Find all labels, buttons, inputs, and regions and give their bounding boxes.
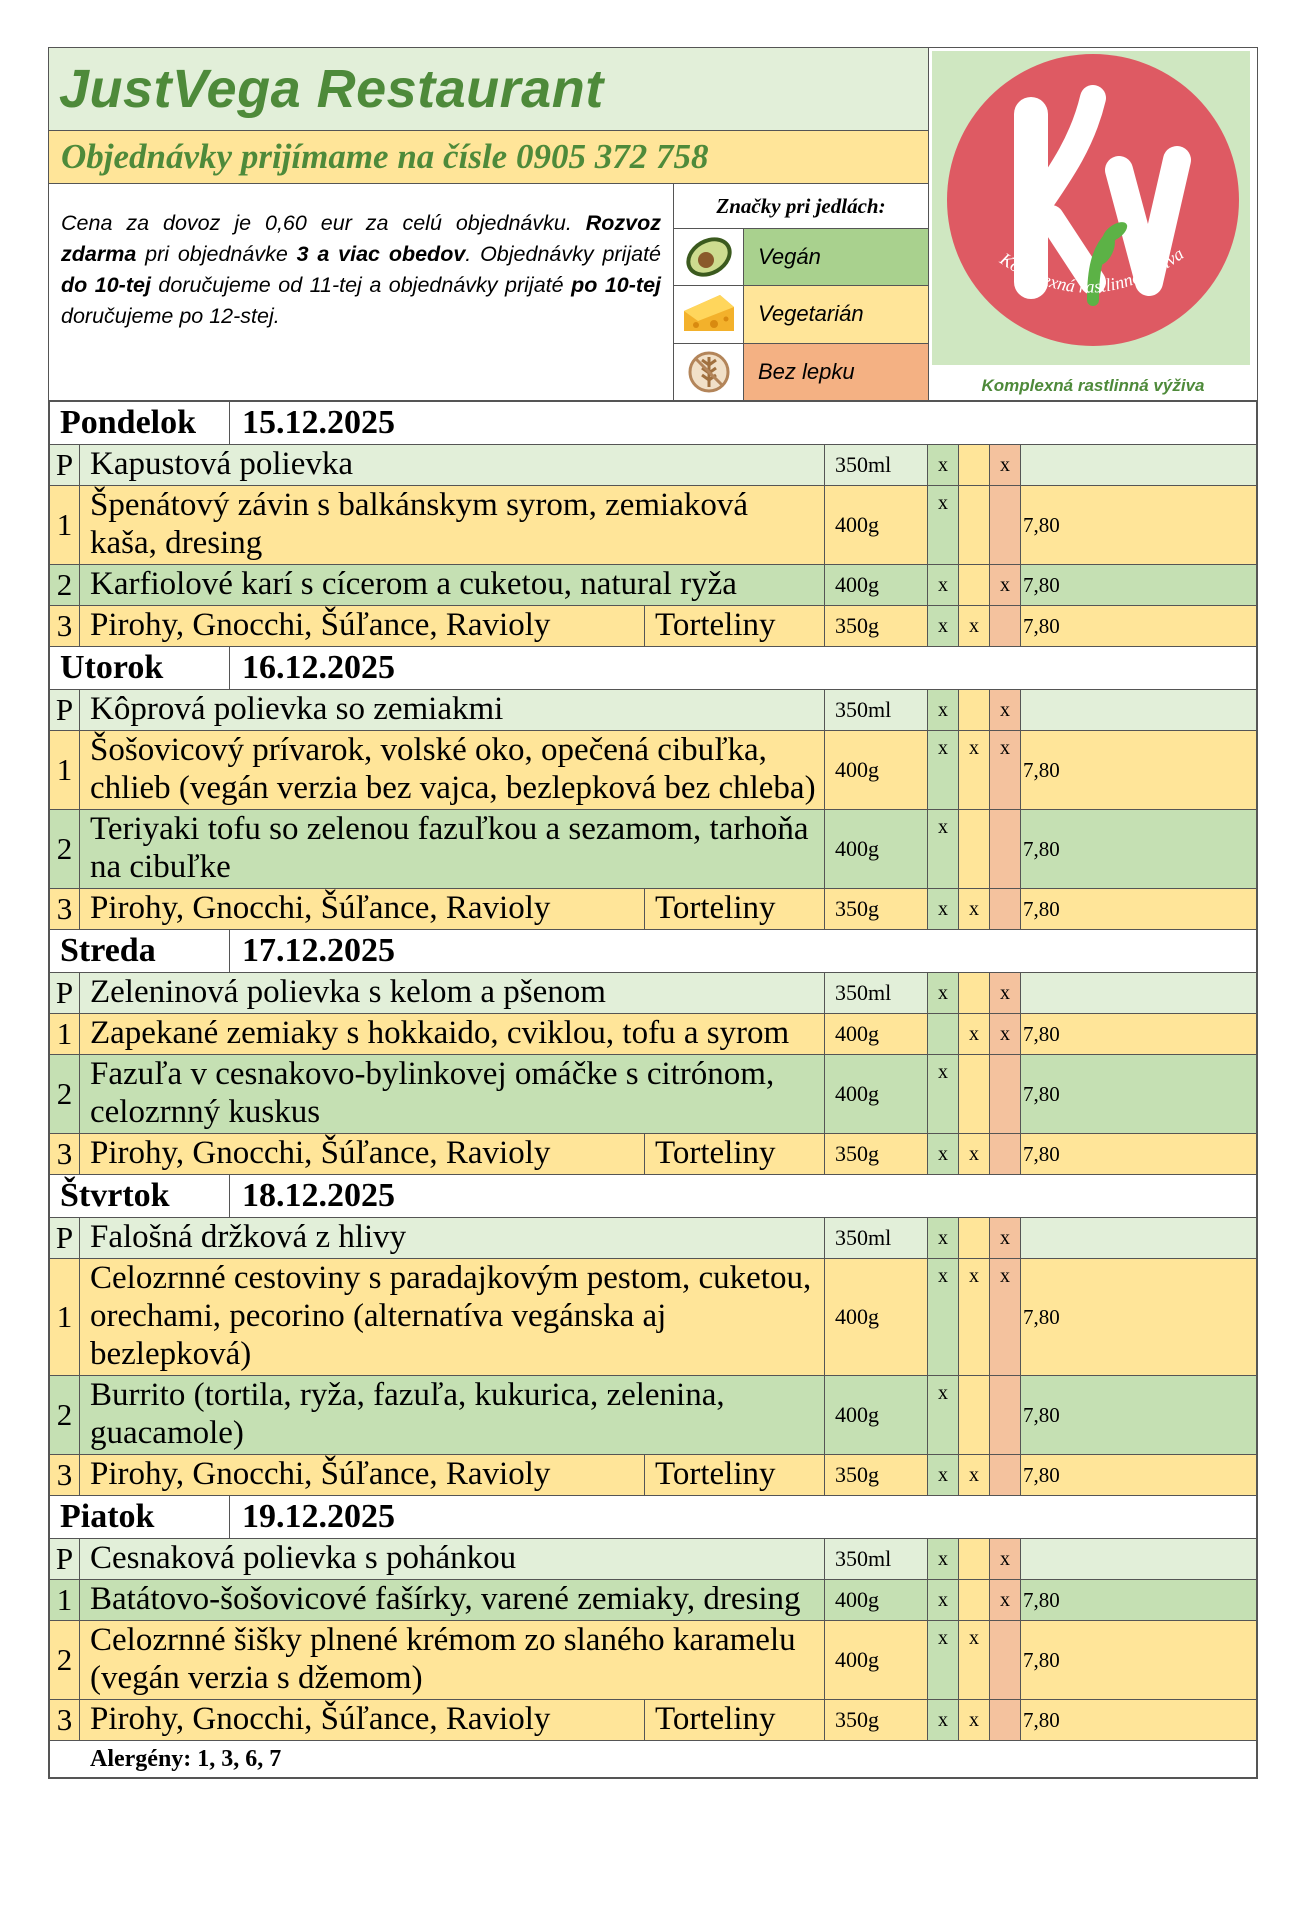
dish-extra: Torteliny <box>655 607 776 643</box>
legend-title: Značky pri jedlách: <box>674 184 928 229</box>
dish-name: Pirohy, Gnocchi, Šúľance, Ravioly <box>80 1700 645 1740</box>
dish-extra: Torteliny <box>655 1701 776 1737</box>
restaurant-title: JustVega Restaurant <box>49 48 928 131</box>
dish-name-wrap <box>80 889 825 930</box>
item-index: 3 <box>50 1455 80 1496</box>
meal-row <box>50 1580 1257 1621</box>
legend <box>674 184 928 400</box>
vegetarian-mark <box>959 1376 990 1455</box>
meal-row <box>50 1134 1257 1175</box>
item-index: 3 <box>50 606 80 647</box>
dish-name: Zapekané zemiaky s hokkaido, cviklou, tofu a syrom <box>80 1014 825 1055</box>
dish-price <box>1021 973 1257 1014</box>
dish-weight: 350g <box>825 1700 928 1741</box>
vegetarian-mark: x <box>959 1014 990 1055</box>
footer-row <box>50 1741 1257 1778</box>
day-name: Streda <box>50 930 230 973</box>
item-index: 1 <box>50 731 80 810</box>
gluten-free-mark <box>990 486 1021 565</box>
gluten-free-mark: x <box>990 565 1021 606</box>
dish-name: Kôprová polievka so zemiakmi <box>80 690 825 731</box>
vegan-mark: x <box>928 445 959 486</box>
day-header-row <box>50 1496 1257 1539</box>
dish-name-wrap <box>80 1700 825 1741</box>
dish-weight: 400g <box>825 486 928 565</box>
meal-row <box>50 1455 1257 1496</box>
dish-name: Pirohy, Gnocchi, Šúľance, Ravioly <box>80 889 645 929</box>
meal-row <box>50 486 1257 565</box>
delivery-text-part: pri objednávke <box>136 242 297 266</box>
cheese-icon <box>674 286 744 342</box>
dish-name: Celozrnné cestoviny s paradajkovým pestom, cuketou, orechami, pecorino (alternatíva vegánska aj bezlepková) <box>80 1259 825 1376</box>
logo-arc-text: Komplexná rastlinná výživa <box>996 243 1188 297</box>
gluten-free-mark: x <box>990 731 1021 810</box>
menu-table <box>49 401 1257 1778</box>
delivery-text-part: Cena za dovoz je 0,60 eur za celú objednávku. <box>61 211 586 235</box>
dish-price: 7,80 <box>1021 1376 1257 1455</box>
menu-header <box>49 48 1257 401</box>
delivery-text-part: 3 a viac obedov <box>296 242 466 266</box>
dish-name: Kapustová polievka <box>80 445 825 486</box>
vegetarian-mark: x <box>959 1259 990 1376</box>
meal-row <box>50 889 1257 930</box>
vegan-mark: x <box>928 1621 959 1700</box>
legend-vegetarian <box>674 286 928 343</box>
dish-name: Fazuľa v cesnakovo-bylinkovej omáčke s citrónom, celozrnný kuskus <box>80 1055 825 1134</box>
dish-weight: 350g <box>825 1455 928 1496</box>
gluten-free-mark: x <box>990 1580 1021 1621</box>
dish-weight: 400g <box>825 1014 928 1055</box>
gluten-free-mark <box>990 1621 1021 1700</box>
dish-price: 7,80 <box>1021 486 1257 565</box>
delivery-text-part: do 10-tej <box>61 273 151 297</box>
vegetarian-mark <box>959 690 990 731</box>
soup-row <box>50 973 1257 1014</box>
dish-weight: 350ml <box>825 1539 928 1580</box>
day-header-row <box>50 647 1257 690</box>
vegan-mark: x <box>928 565 959 606</box>
day-header-row <box>50 402 1257 445</box>
day-date: 16.12.2025 <box>230 647 1257 690</box>
dish-name: Cesnaková polievka s pohánkou <box>80 1539 825 1580</box>
vegetarian-mark <box>959 973 990 1014</box>
item-index: 2 <box>50 1621 80 1700</box>
vegetarian-mark <box>959 810 990 889</box>
dish-price <box>1021 1218 1257 1259</box>
vegetarian-mark: x <box>959 1621 990 1700</box>
meal-row <box>50 606 1257 647</box>
vegan-mark: x <box>928 1055 959 1134</box>
allergens: Alergény: 1, 3, 6, 7 <box>50 1741 1257 1778</box>
dish-name-wrap <box>80 606 825 647</box>
dish-weight: 350ml <box>825 690 928 731</box>
dish-weight: 350g <box>825 606 928 647</box>
order-phone-line: Objednávky prijímame na čísle 0905 372 758 <box>49 131 928 184</box>
dish-name: Karfiolové karí s cícerom a cuketou, natural ryža <box>80 565 825 606</box>
vegan-mark: x <box>928 731 959 810</box>
vegetarian-mark <box>959 445 990 486</box>
day-name: Pondelok <box>50 402 230 445</box>
item-index: 3 <box>50 1134 80 1175</box>
day-date: 19.12.2025 <box>230 1496 1257 1539</box>
meal-row <box>50 565 1257 606</box>
dish-name: Teriyaki tofu so zelenou fazuľkou a sezamom, tarhoňa na cibuľke <box>80 810 825 889</box>
soup-row <box>50 1218 1257 1259</box>
gluten-free-mark <box>990 1376 1021 1455</box>
dish-price: 7,80 <box>1021 1580 1257 1621</box>
dish-name: Celozrnné šišky plnené krémom zo slaného karamelu (vegán verzia s džemom) <box>80 1621 825 1700</box>
vegan-mark: x <box>928 1134 959 1175</box>
item-index: 1 <box>50 1014 80 1055</box>
day-header-row <box>50 1175 1257 1218</box>
meal-row <box>50 1014 1257 1055</box>
gluten-free-mark <box>990 889 1021 930</box>
gluten-free-mark: x <box>990 1218 1021 1259</box>
item-index: 2 <box>50 565 80 606</box>
delivery-info <box>49 184 674 400</box>
vegetarian-mark: x <box>959 889 990 930</box>
vegan-mark: x <box>928 1700 959 1741</box>
meal-row <box>50 810 1257 889</box>
gluten-free-mark <box>990 1055 1021 1134</box>
dish-extra: Torteliny <box>655 1456 776 1492</box>
vegan-mark: x <box>928 1218 959 1259</box>
item-index: P <box>50 1539 80 1580</box>
dish-extra: Torteliny <box>655 1135 776 1171</box>
item-index: 2 <box>50 1055 80 1134</box>
vegetarian-mark <box>959 1055 990 1134</box>
dish-weight: 400g <box>825 565 928 606</box>
meal-row <box>50 1621 1257 1700</box>
gluten-free-mark <box>990 1134 1021 1175</box>
soup-row <box>50 690 1257 731</box>
item-index: 3 <box>50 889 80 930</box>
gluten-free-mark: x <box>990 973 1021 1014</box>
gluten-free-mark: x <box>990 1259 1021 1376</box>
vegan-mark: x <box>928 1580 959 1621</box>
vegetarian-mark: x <box>959 1134 990 1175</box>
legend-vegan <box>674 229 928 286</box>
dish-name: Zeleninová polievka s kelom a pšenom <box>80 973 825 1014</box>
dish-price: 7,80 <box>1021 1134 1257 1175</box>
dish-weight: 350ml <box>825 1218 928 1259</box>
gluten-free-mark <box>990 810 1021 889</box>
dish-price: 7,80 <box>1021 731 1257 810</box>
vegan-mark: x <box>928 1376 959 1455</box>
vegan-mark: x <box>928 810 959 889</box>
gluten-free-mark: x <box>990 445 1021 486</box>
item-index: P <box>50 690 80 731</box>
gluten-free-mark <box>990 606 1021 647</box>
day-name: Utorok <box>50 647 230 690</box>
item-index: 1 <box>50 1259 80 1376</box>
vegan-mark: x <box>928 690 959 731</box>
dish-name-wrap <box>80 1134 825 1175</box>
dish-price: 7,80 <box>1021 1700 1257 1741</box>
dish-price: 7,80 <box>1021 1014 1257 1055</box>
delivery-text-part: Rozvoz zdarma <box>61 211 661 266</box>
dish-name: Falošná držková z hlivy <box>80 1218 825 1259</box>
dish-price <box>1021 445 1257 486</box>
legend-label-vegan: Vegán <box>744 229 928 285</box>
legend-gluten-free <box>674 344 928 400</box>
dish-price: 7,80 <box>1021 606 1257 647</box>
meal-row <box>50 1700 1257 1741</box>
meal-row <box>50 1055 1257 1134</box>
dish-weight: 350g <box>825 889 928 930</box>
kv-logo <box>943 50 1243 350</box>
vegan-mark <box>928 1014 959 1055</box>
dish-weight: 400g <box>825 1376 928 1455</box>
legend-label-vegetarian: Vegetarián <box>744 286 928 342</box>
vegan-mark: x <box>928 1539 959 1580</box>
vegan-mark: x <box>928 606 959 647</box>
delivery-text-part: po 10-tej <box>571 273 661 297</box>
dish-price: 7,80 <box>1021 1259 1257 1376</box>
vegetarian-mark: x <box>959 1700 990 1741</box>
item-index: 2 <box>50 810 80 889</box>
dish-name: Pirohy, Gnocchi, Šúľance, Ravioly <box>80 1455 645 1495</box>
meal-row <box>50 1259 1257 1376</box>
vegetarian-mark <box>959 565 990 606</box>
dish-name: Burrito (tortila, ryža, fazuľa, kukurica, zelenina, guacamole) <box>80 1376 825 1455</box>
day-name: Štvrtok <box>50 1175 230 1218</box>
dish-name: Batátovo-šošovicové fašírky, varené zemiaky, dresing <box>80 1580 825 1621</box>
meal-row <box>50 731 1257 810</box>
vegetarian-mark: x <box>959 731 990 810</box>
dish-price: 7,80 <box>1021 810 1257 889</box>
dish-weight: 400g <box>825 1580 928 1621</box>
dish-weight: 350ml <box>825 445 928 486</box>
item-index: P <box>50 445 80 486</box>
item-index: P <box>50 1218 80 1259</box>
dish-price: 7,80 <box>1021 889 1257 930</box>
menu-sheet <box>48 47 1258 1779</box>
dish-price <box>1021 1539 1257 1580</box>
item-index: P <box>50 973 80 1014</box>
vegetarian-mark <box>959 486 990 565</box>
dish-name: Pirohy, Gnocchi, Šúľance, Ravioly <box>80 1134 645 1174</box>
dish-extra: Torteliny <box>655 890 776 926</box>
day-date: 15.12.2025 <box>230 402 1257 445</box>
vegetarian-mark <box>959 1539 990 1580</box>
dish-price: 7,80 <box>1021 1055 1257 1134</box>
vegetarian-mark: x <box>959 1455 990 1496</box>
gluten-free-mark <box>990 1455 1021 1496</box>
vegan-mark: x <box>928 1455 959 1496</box>
vegetarian-mark <box>959 1580 990 1621</box>
delivery-text-part: doručujeme od 11-tej a objednávky prijaté <box>150 273 572 297</box>
dish-weight: 400g <box>825 1055 928 1134</box>
item-index: 3 <box>50 1700 80 1741</box>
delivery-text-part: . Objednávky prijaté <box>465 242 661 266</box>
dish-weight: 350ml <box>825 973 928 1014</box>
dish-name: Špenátový závin s balkánskym syrom, zemiaková kaša, dresing <box>80 486 825 565</box>
vegan-mark: x <box>928 889 959 930</box>
delivery-text-part: doručujeme po 12-stej. <box>61 304 280 328</box>
day-name: Piatok <box>50 1496 230 1539</box>
dish-price <box>1021 690 1257 731</box>
gluten-free-mark: x <box>990 690 1021 731</box>
soup-row <box>50 445 1257 486</box>
dish-price: 7,80 <box>1021 1621 1257 1700</box>
item-index: 1 <box>50 486 80 565</box>
logo-cell <box>929 48 1257 400</box>
dish-price: 7,80 <box>1021 1455 1257 1496</box>
dish-weight: 400g <box>825 731 928 810</box>
legend-label-gluten-free: Bez lepku <box>744 344 928 400</box>
vegan-mark: x <box>928 973 959 1014</box>
gluten-free-icon <box>674 344 744 400</box>
dish-weight: 400g <box>825 810 928 889</box>
day-date: 18.12.2025 <box>230 1175 1257 1218</box>
day-date: 17.12.2025 <box>230 930 1257 973</box>
gluten-free-mark: x <box>990 1539 1021 1580</box>
dish-weight: 350g <box>825 1134 928 1175</box>
soup-row <box>50 1539 1257 1580</box>
gluten-free-mark: x <box>990 1014 1021 1055</box>
dish-name-wrap <box>80 1455 825 1496</box>
dish-weight: 400g <box>825 1259 928 1376</box>
vegan-mark: x <box>928 1259 959 1376</box>
day-header-row <box>50 930 1257 973</box>
vegetarian-mark <box>959 1218 990 1259</box>
item-index: 2 <box>50 1376 80 1455</box>
vegetarian-mark: x <box>959 606 990 647</box>
avocado-icon <box>674 229 744 285</box>
logo-caption: Komplexná rastlinná výživa <box>981 376 1205 395</box>
item-index: 1 <box>50 1580 80 1621</box>
gluten-free-mark <box>990 1700 1021 1741</box>
dish-weight: 400g <box>825 1621 928 1700</box>
dish-name: Šošovicový prívarok, volské oko, opečená cibuľka, chlieb (vegán verzia bez vajca, bezlepková bez chleba) <box>80 731 825 810</box>
dish-name: Pirohy, Gnocchi, Šúľance, Ravioly <box>80 606 645 646</box>
dish-price: 7,80 <box>1021 565 1257 606</box>
vegan-mark: x <box>928 486 959 565</box>
meal-row <box>50 1376 1257 1455</box>
